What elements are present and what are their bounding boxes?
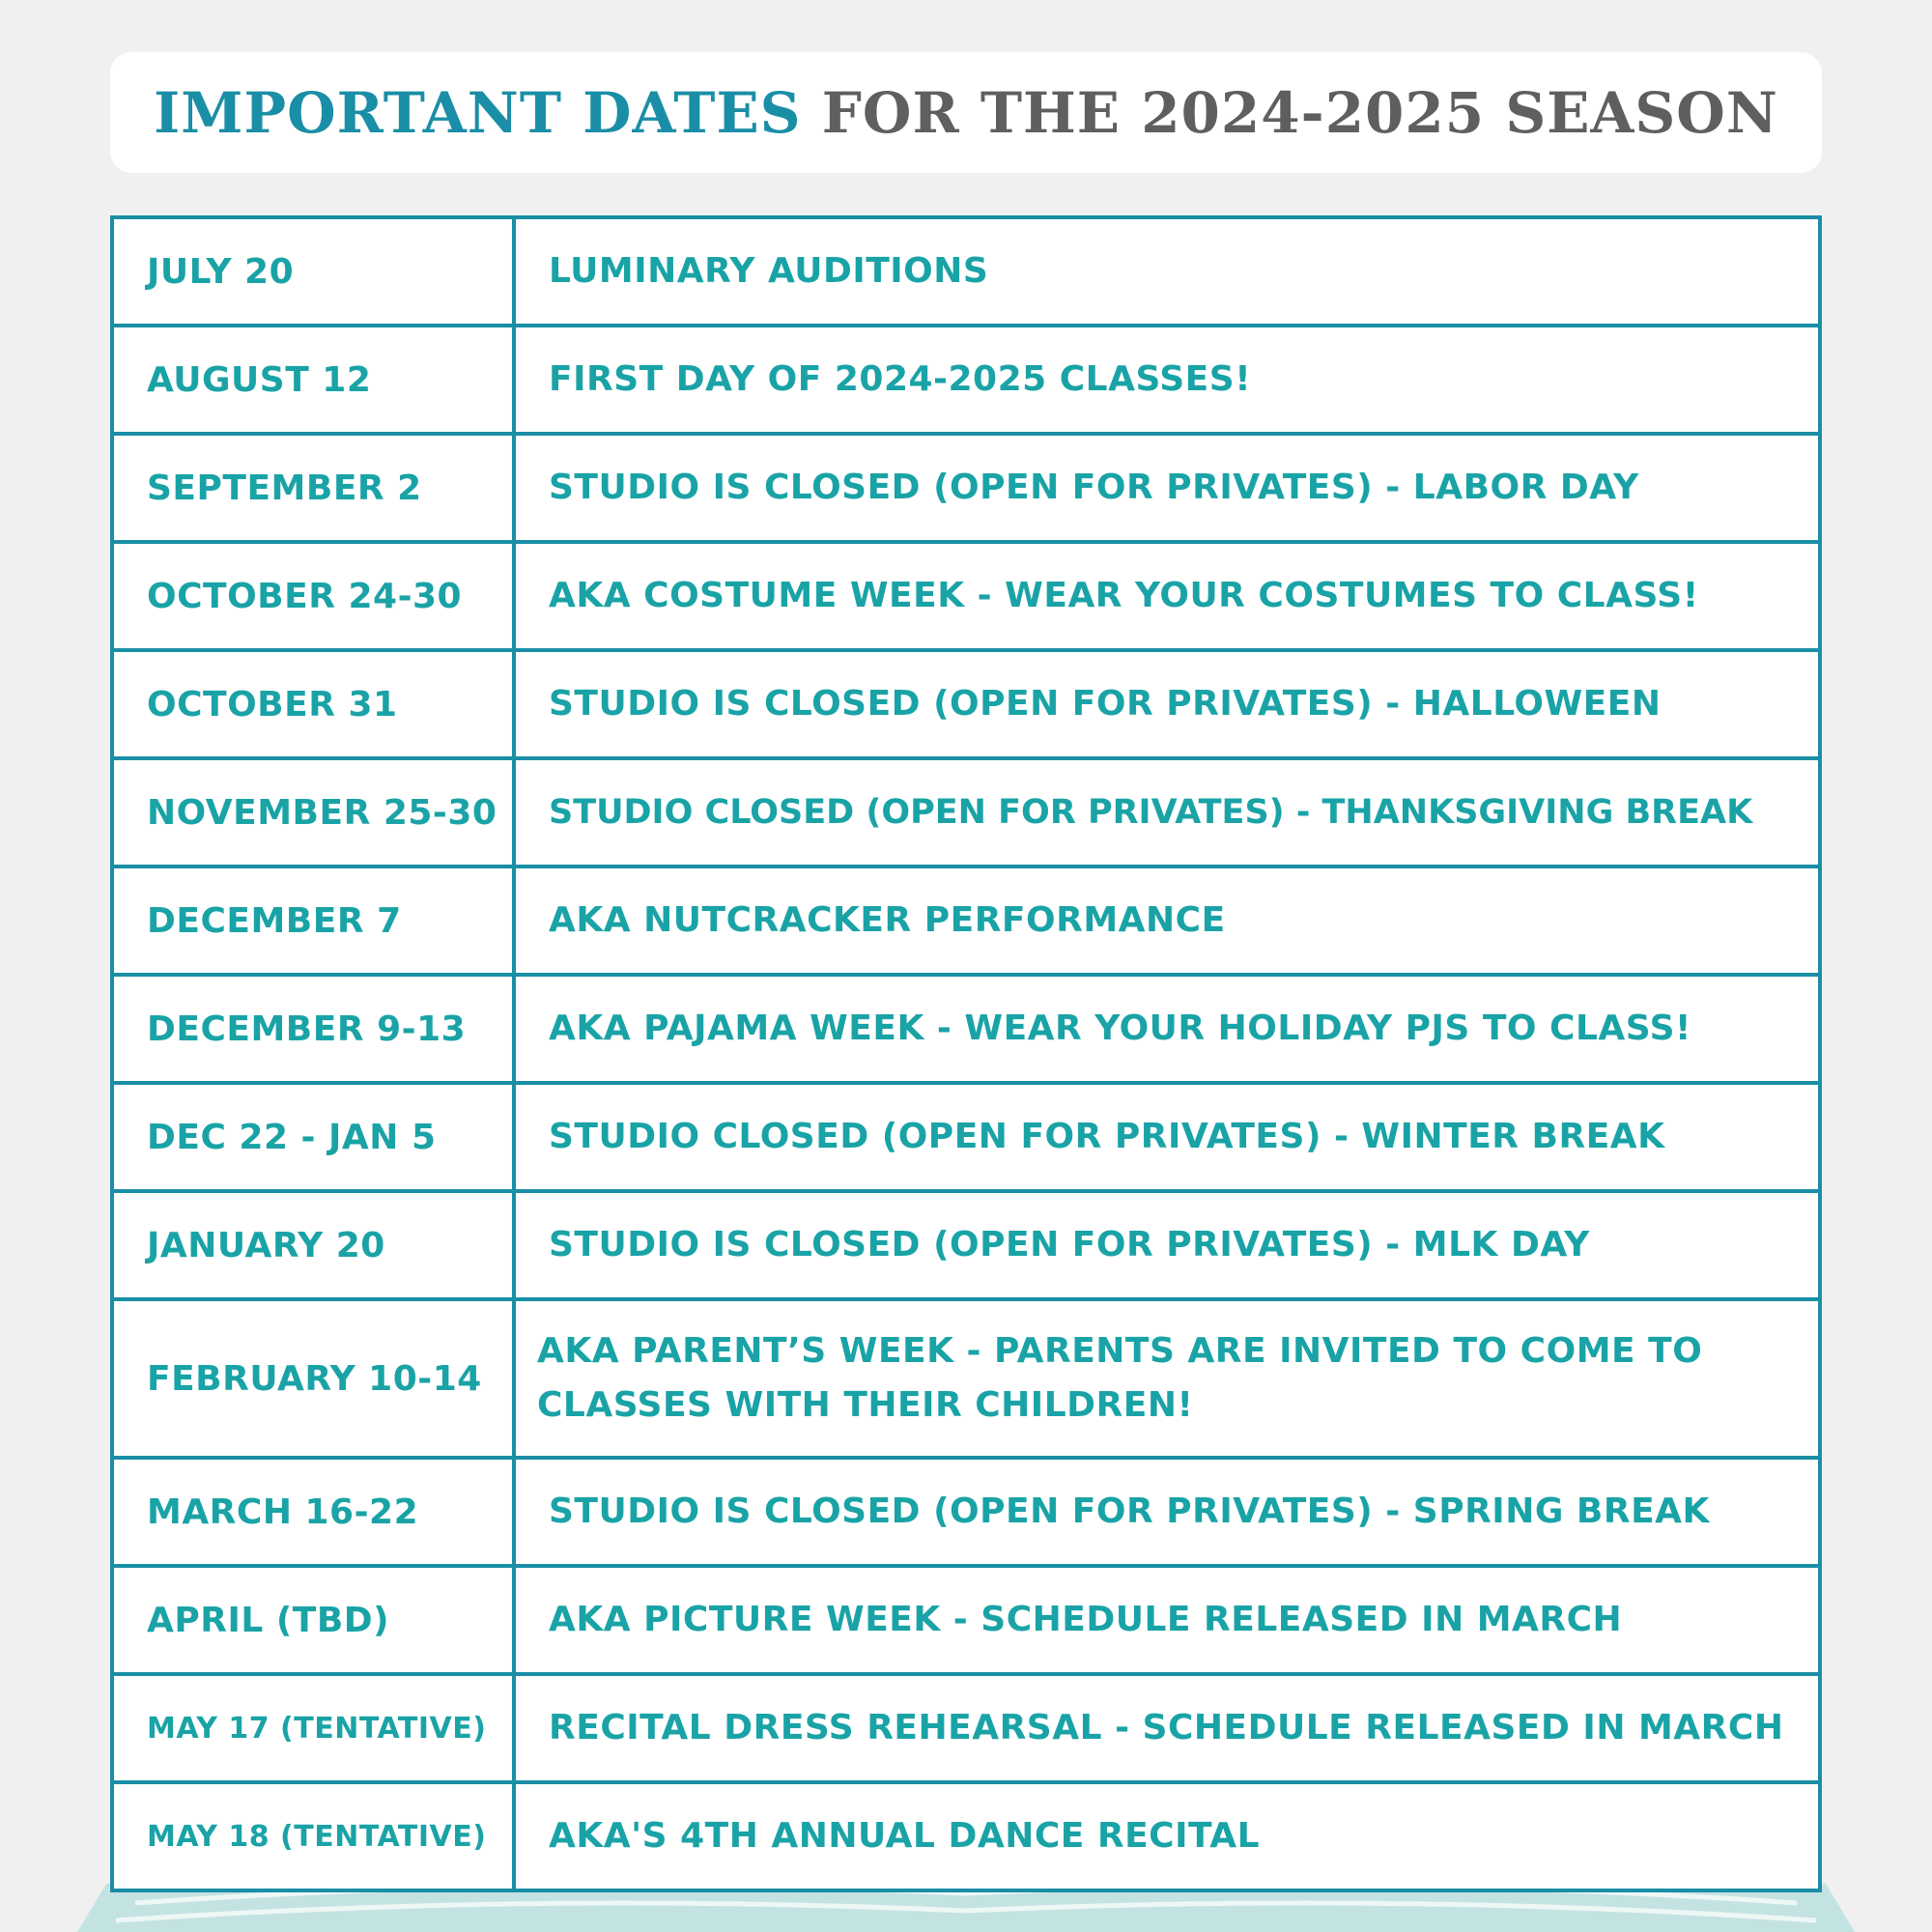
date-cell: DECEMBER 7 <box>112 867 514 975</box>
date-cell: MARCH 16-22 <box>112 1458 514 1566</box>
date-cell: AUGUST 12 <box>112 326 514 434</box>
event-cell: STUDIO CLOSED (OPEN FOR PRIVATES) - WINTER BREAK <box>514 1083 1820 1191</box>
table-row <box>112 542 1820 650</box>
table-row <box>112 217 1820 326</box>
date-cell: MAY 18 (TENTATIVE) <box>112 1782 514 1890</box>
table-row <box>112 867 1820 975</box>
event-cell: AKA'S 4TH ANNUAL DANCE RECITAL <box>514 1782 1820 1890</box>
event-cell: AKA COSTUME WEEK - WEAR YOUR COSTUMES TO CLASS! <box>514 542 1820 650</box>
event-cell: STUDIO CLOSED (OPEN FOR PRIVATES) - THANKSGIVING BREAK <box>514 758 1820 867</box>
date-cell: DECEMBER 9-13 <box>112 975 514 1083</box>
date-cell: DEC 22 - JAN 5 <box>112 1083 514 1191</box>
table-row <box>112 758 1820 867</box>
table-row <box>112 1299 1820 1458</box>
date-cell: OCTOBER 24-30 <box>112 542 514 650</box>
date-cell: SEPTEMBER 2 <box>112 434 514 542</box>
table-row <box>112 326 1820 434</box>
table-row <box>112 650 1820 758</box>
page-title-banner <box>110 52 1822 173</box>
date-cell: JANUARY 20 <box>112 1191 514 1299</box>
event-cell: RECITAL DRESS REHEARSAL - SCHEDULE RELEASED IN MARCH <box>514 1674 1820 1782</box>
date-cell: JULY 20 <box>112 217 514 326</box>
title-accent: IMPORTANT DATES <box>154 79 802 146</box>
table-row <box>112 1458 1820 1566</box>
table-row <box>112 434 1820 542</box>
table-row <box>112 1191 1820 1299</box>
title-rest <box>802 80 1778 146</box>
event-cell: AKA PARENT’S WEEK - PARENTS ARE INVITED TO COME TO CLASSES WITH THEIR CHILDREN! <box>514 1299 1820 1458</box>
table-row <box>112 1083 1820 1191</box>
date-cell: OCTOBER 31 <box>112 650 514 758</box>
date-cell: APRIL (TBD) <box>112 1566 514 1674</box>
date-cell: FEBRUARY 10-14 <box>112 1299 514 1458</box>
event-cell: FIRST DAY OF 2024-2025 CLASSES! <box>514 326 1820 434</box>
event-cell: STUDIO IS CLOSED (OPEN FOR PRIVATES) - LABOR DAY <box>514 434 1820 542</box>
table-row <box>112 975 1820 1083</box>
event-cell: AKA PICTURE WEEK - SCHEDULE RELEASED IN MARCH <box>514 1566 1820 1674</box>
event-cell: AKA NUTCRACKER PERFORMANCE <box>514 867 1820 975</box>
event-cell: STUDIO IS CLOSED (OPEN FOR PRIVATES) - SPRING BREAK <box>514 1458 1820 1566</box>
table-row <box>112 1566 1820 1674</box>
table-row <box>112 1674 1820 1782</box>
event-cell: LUMINARY AUDITIONS <box>514 217 1820 326</box>
event-cell: STUDIO IS CLOSED (OPEN FOR PRIVATES) - HALLOWEEN <box>514 650 1820 758</box>
event-cell: STUDIO IS CLOSED (OPEN FOR PRIVATES) - MLK DAY <box>514 1191 1820 1299</box>
event-cell: AKA PAJAMA WEEK - WEAR YOUR HOLIDAY PJS TO CLASS! <box>514 975 1820 1083</box>
title-rest-text: FOR THE 2024-2025 SEASON <box>821 79 1778 146</box>
date-cell: NOVEMBER 25-30 <box>112 758 514 867</box>
dates-table <box>110 215 1822 1892</box>
date-cell: MAY 17 (TENTATIVE) <box>112 1674 514 1782</box>
table-row <box>112 1782 1820 1890</box>
